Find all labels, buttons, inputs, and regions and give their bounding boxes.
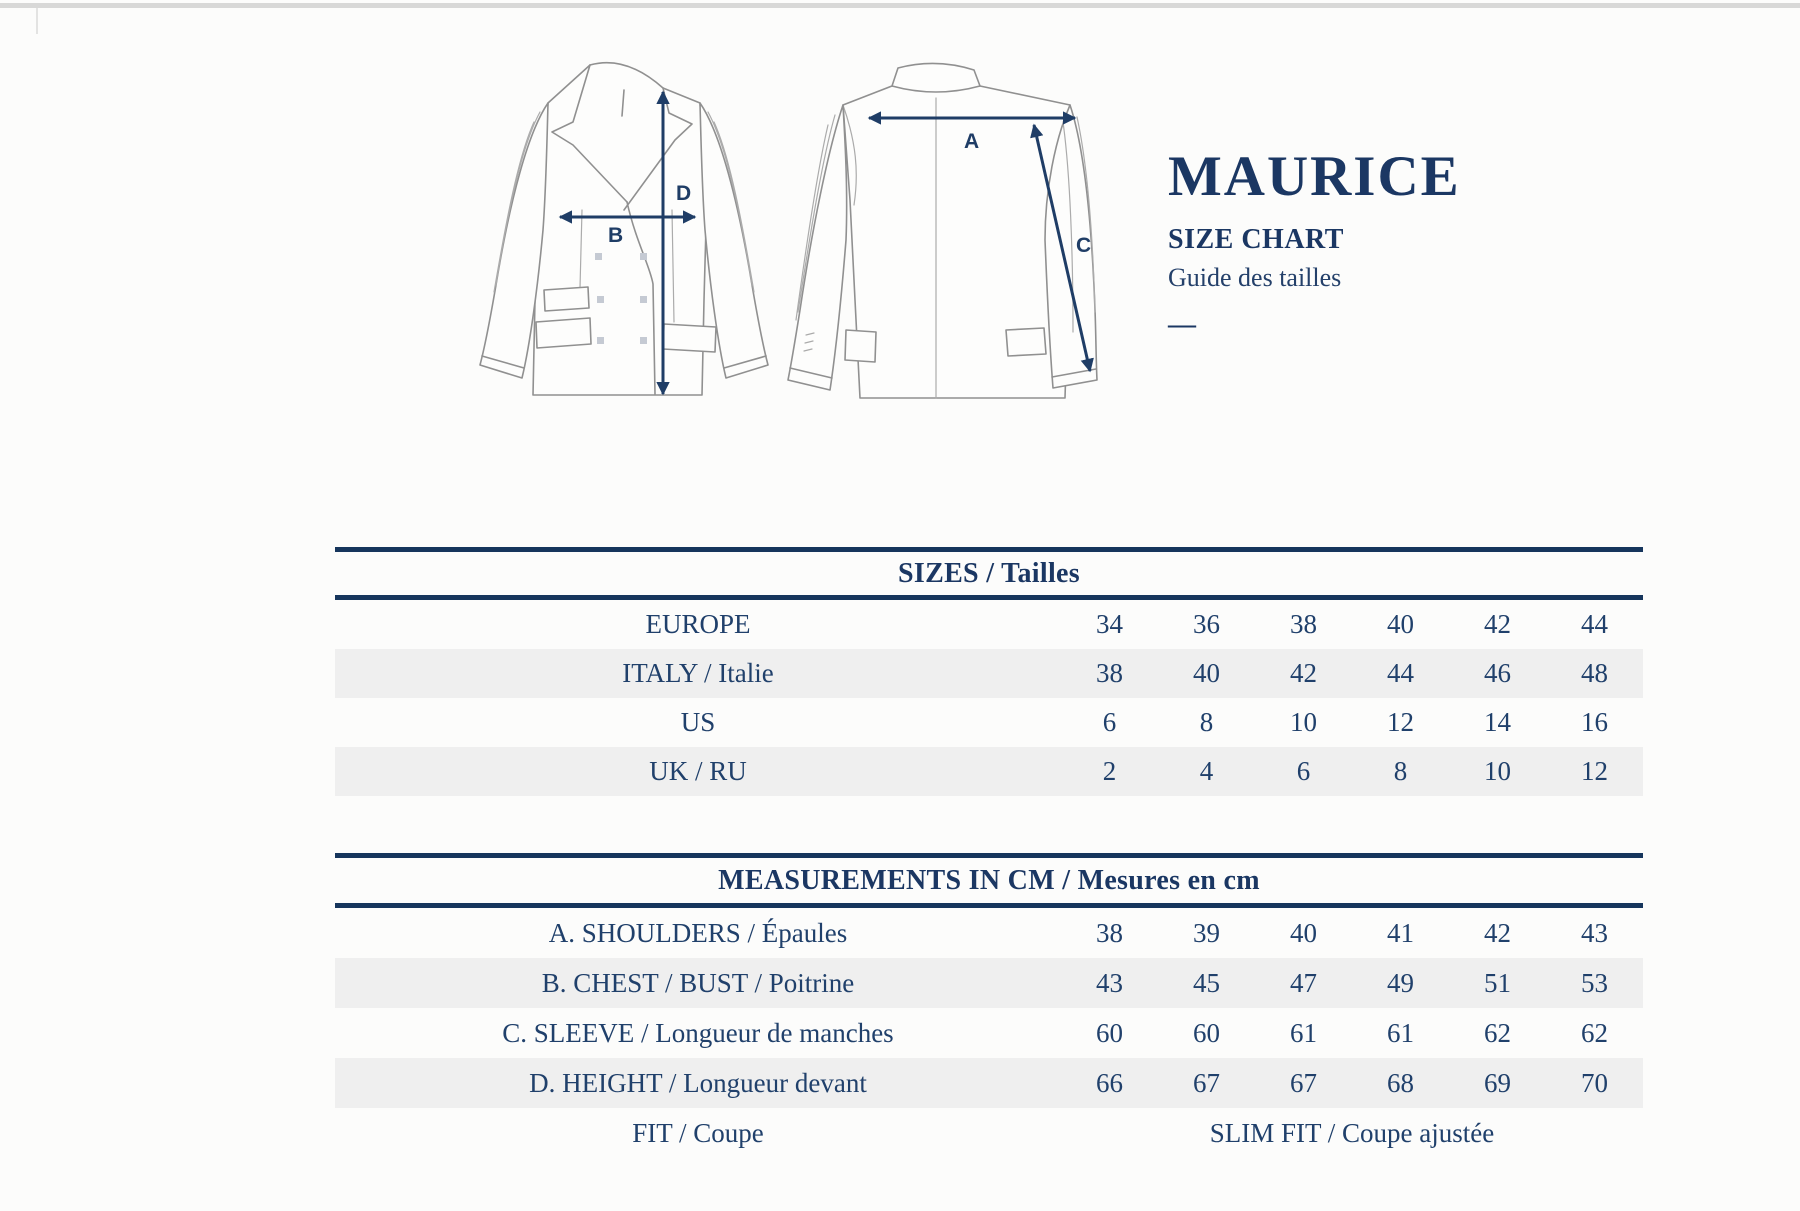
measurement-value: 69: [1484, 1067, 1511, 1098]
row-label: D. HEIGHT / Longueur devant: [529, 1067, 867, 1098]
table-row-us: [335, 698, 1643, 747]
size-value: 12: [1581, 756, 1608, 786]
size-value: 42: [1484, 609, 1511, 639]
jacket-back-illustration: [788, 63, 1097, 398]
measurement-value: 42: [1484, 917, 1511, 948]
measure-label-c: C: [1076, 234, 1092, 257]
sizes-table-header: SIZES / Tailles: [898, 557, 1080, 589]
jacket-measurement-diagram: [440, 50, 1110, 410]
measurement-value: 67: [1193, 1067, 1220, 1098]
row-label: C. SLEEVE / Longueur de manches: [502, 1017, 894, 1048]
size-value: 48: [1581, 658, 1608, 688]
size-value: 14: [1484, 707, 1511, 737]
table-row-height: [335, 1058, 1643, 1108]
measure-label-a: A: [964, 130, 980, 153]
table-row-sleeve: [335, 1008, 1643, 1058]
measurement-value: 68: [1387, 1067, 1414, 1098]
measurement-value: 51: [1484, 967, 1511, 998]
title-block: [1168, 145, 1461, 341]
measurement-value: 61: [1290, 1017, 1317, 1048]
measurements-table: [335, 853, 1643, 1158]
size-value: 8: [1199, 707, 1214, 737]
measurement-value: 60: [1096, 1017, 1123, 1048]
table-row-italy: [335, 649, 1643, 698]
size-value: 46: [1484, 658, 1511, 688]
decorative-dash: —: [1168, 309, 1194, 340]
measurement-value: 43: [1096, 967, 1123, 998]
page-top-edge: [0, 3, 1800, 8]
size-value: 8: [1393, 756, 1408, 786]
measurement-value: 41: [1387, 917, 1414, 948]
sizes-table: [335, 547, 1643, 796]
measurements-table-header: MEASUREMENTS IN CM / Mesures en cm: [718, 864, 1260, 896]
measurement-value: 61: [1387, 1017, 1414, 1048]
table-row-fit: [335, 1108, 1643, 1158]
row-label: FIT / Coupe: [632, 1117, 764, 1148]
row-label: US: [680, 707, 716, 737]
size-value: 2: [1102, 756, 1117, 786]
size-value: 6: [1296, 756, 1311, 786]
size-value: 38: [1096, 658, 1123, 688]
size-value: 40: [1387, 609, 1414, 639]
size-value: 42: [1290, 658, 1317, 688]
row-label: B. CHEST / BUST / Poitrine: [541, 967, 855, 998]
jacket-front-illustration: [480, 63, 768, 395]
measurement-value: 62: [1484, 1017, 1511, 1048]
size-value: 16: [1581, 707, 1608, 737]
table-row-europe: [335, 600, 1643, 649]
size-value: 10: [1484, 756, 1511, 786]
row-label: A. SHOULDERS / Épaules: [548, 917, 848, 948]
page-left-edge: [36, 8, 38, 34]
measurement-value: 43: [1581, 917, 1608, 948]
measurement-value: 49: [1387, 967, 1414, 998]
measure-label-d: D: [676, 182, 692, 205]
measurement-value: 60: [1193, 1017, 1220, 1048]
measurement-value: 67: [1290, 1067, 1317, 1098]
size-chart-heading-fr: Guide des tailles: [1168, 263, 1342, 292]
row-label: UK / RU: [649, 756, 747, 786]
size-value: 36: [1193, 609, 1220, 639]
measurement-value: 70: [1581, 1067, 1608, 1098]
measurement-value: 39: [1193, 917, 1220, 948]
measurement-value: 45: [1193, 967, 1220, 998]
size-value: 34: [1096, 609, 1123, 639]
size-value: 40: [1193, 658, 1220, 688]
table-row-chest: [335, 958, 1643, 1008]
table-row-shoulders: [335, 908, 1643, 958]
measurement-value: 38: [1096, 917, 1123, 948]
size-value: 38: [1290, 609, 1317, 639]
size-value: 4: [1199, 756, 1214, 786]
size-value: 44: [1581, 609, 1608, 639]
size-value: 12: [1387, 707, 1414, 737]
size-value: 44: [1387, 658, 1414, 688]
measurement-value: 66: [1096, 1067, 1123, 1098]
measurement-value: 62: [1581, 1017, 1608, 1048]
measure-label-b: B: [608, 224, 624, 247]
size-value: 10: [1290, 707, 1317, 737]
row-label: EUROPE: [645, 609, 751, 639]
size-value: 6: [1102, 707, 1117, 737]
measurement-value: 47: [1290, 967, 1317, 998]
measurement-value: 53: [1581, 967, 1608, 998]
fit-value: SLIM FIT / Coupe ajustée: [1209, 1117, 1495, 1148]
row-label: ITALY / Italie: [622, 658, 774, 688]
product-title: MAURICE: [1168, 145, 1461, 208]
size-chart-heading: SIZE CHART: [1168, 224, 1344, 255]
measurement-value: 40: [1290, 917, 1317, 948]
table-row-uk: [335, 747, 1643, 796]
